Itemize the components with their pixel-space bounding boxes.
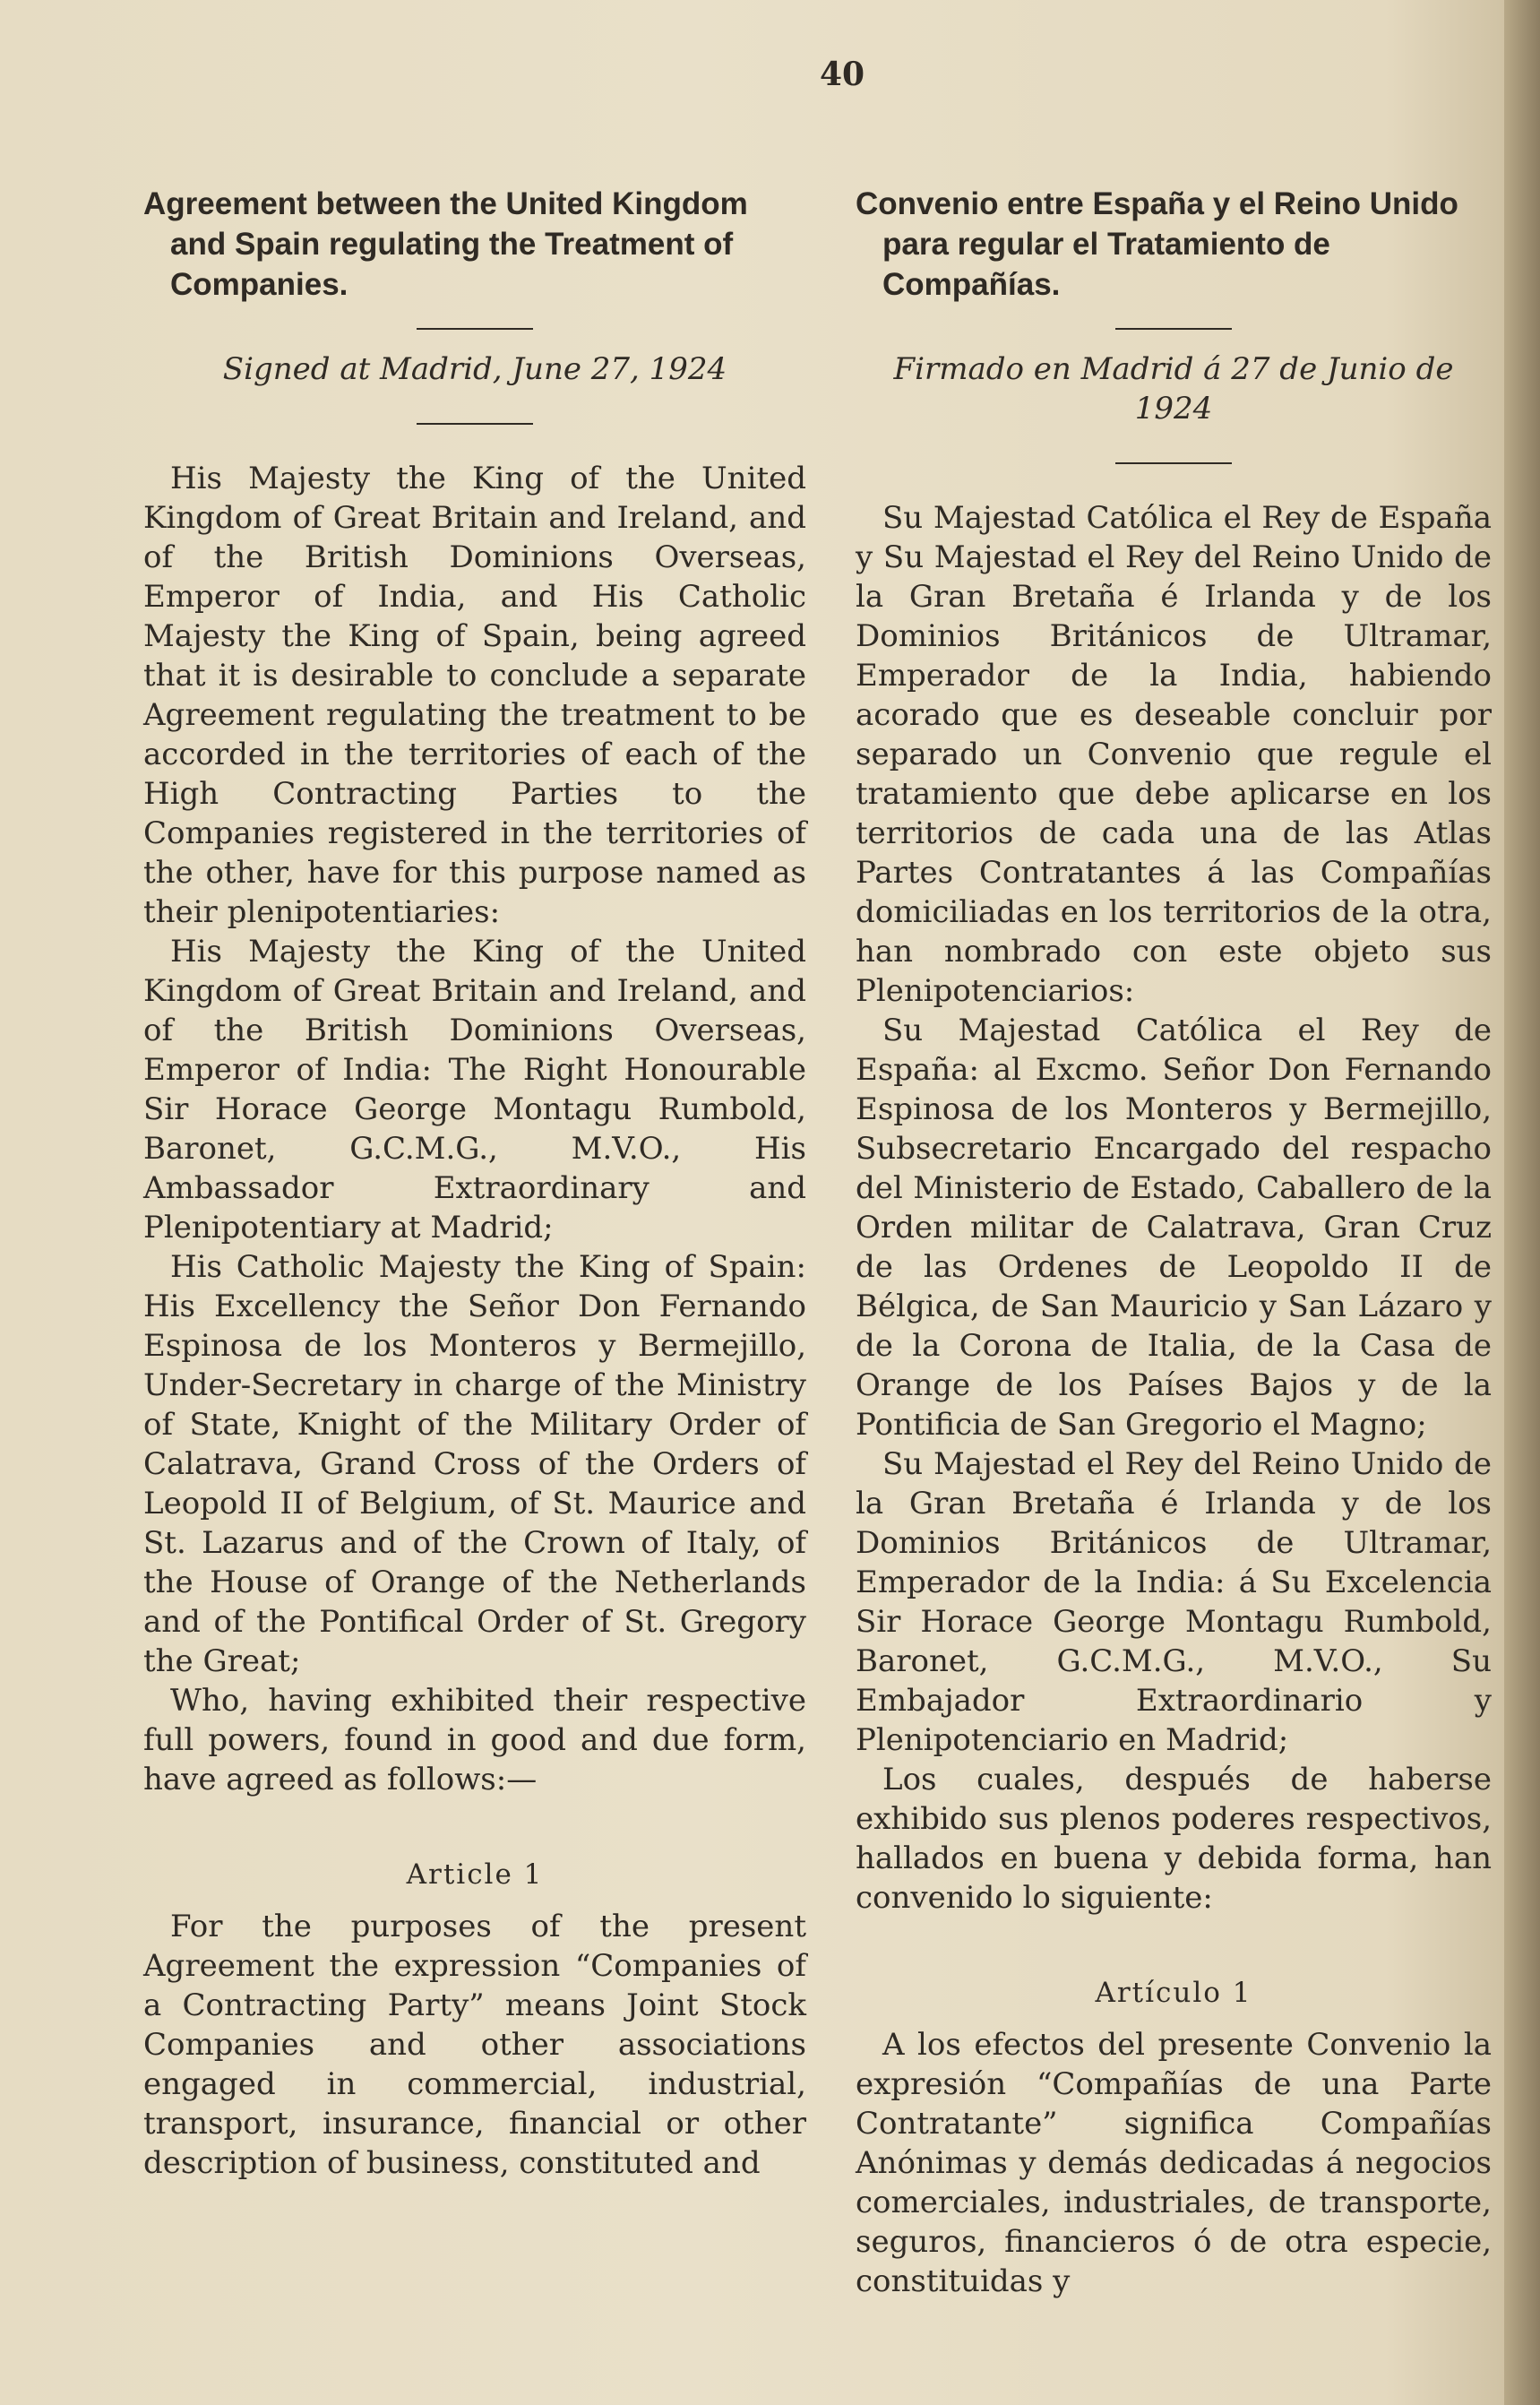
english-signed-line: Signed at Madrid, June 27, 1924 bbox=[222, 351, 727, 387]
spanish-column bbox=[856, 184, 1492, 2301]
title-rule bbox=[417, 328, 533, 330]
english-plenipotentiary-es: His Catholic Majesty the King of Spain: His Excellency the Señor Don Fernando Espinosa de los Monteros y Bermejillo, Under-Secretary in charge of the Ministry of State, Knight of the Military Order of Calatrava, Grand Cross of the Orders of Leopold II of Belgium, of St. Maurice and St. Lazarus and of the Crown of Italy, of the House of Orange of the Netherlands and of the Pontifical Order of St. Gregory the Great; bbox=[143, 1249, 806, 1679]
spacer bbox=[856, 464, 1492, 498]
spanish-plenipotentiary-uk: Su Majestad el Rey del Reino Unido de la Gran Bretaña é Irlanda y de los Dominios Británicos de Ultramar, Emperador de la India: á Su Excelencia Sir Horace George Montagu Rumbold, Baronet, G.C.M.G., M.V.O., Su Embajador Extraordinario y Plenipotenciario en Madrid; bbox=[856, 1446, 1492, 1758]
english-plenipotentiary-uk: His Majesty the King of the United Kingdom of Great Britain and Ireland, and of the British Dominions Overseas, Emperor of India: The Right Honourable Sir Horace George Montagu Rumbold, Baronet, G.C.M.G., M.V.O., His Ambassador Extraordinary and Plenipotentiary at Madrid; bbox=[143, 934, 806, 1246]
page-number: 40 bbox=[819, 56, 865, 93]
spanish-article-heading: Artículo 1 bbox=[1095, 1977, 1252, 2009]
english-article-text: For the purposes of the present Agreement the expression “Companies of a Contracting Party” means Joint Stock Companies and other associations engaged in commercial, industrial, transport, insurance, financial or other description of business, constituted and bbox=[143, 1909, 806, 2181]
spanish-signed-line: Firmado en Madrid á 27 de Junio de 1924 bbox=[893, 351, 1454, 427]
spanish-plenipotentiary-es: Su Majestad Católica el Rey de España: al Excmo. Señor Don Fernando Espinosa de los Monteros y Bermejillo, Subsecretario Encargado del respacho del Ministerio de Estado, Caballero de la Orden militar de Calatrava, Gran Cruz de las Ordenes de Leopoldo II de Bélgica, de San Mauricio y San Lázaro y de la Corona de Italia, de la Casa de Orange de los Países Bajos y de la Pontificia de San Gregorio el Magno; bbox=[856, 1013, 1492, 1443]
spanish-closing: Los cuales, después de haberse exhibido sus plenos poderes respectivos, hallados en buena y debida forma, han convenido lo siguiente: bbox=[856, 1762, 1492, 1916]
english-closing: Who, having exhibited their respective full powers, found in good and due form, have agreed as follows:— bbox=[143, 1683, 806, 1797]
english-title: Agreement between the United Kingdom and Spain regulating the Treatment of Companies. bbox=[143, 186, 748, 302]
english-article-heading: Article 1 bbox=[406, 1858, 544, 1891]
english-preamble: His Majesty the King of the United Kingdom of Great Britain and Ireland, and of the British Dominions Overseas, Emperor of India, and His Catholic Majesty the King of Spain, being agreed that it is desirable to conclude a separate Agreement regulating the treatment to be accorded in the territories of each of the High Contracting Parties to the Companies registered in the territories of the other, have for this purpose named as their plenipotentiaries: bbox=[143, 461, 806, 930]
spacer bbox=[143, 425, 806, 459]
spanish-article-text: A los efectos del presente Convenio la expresión “Compañías de una Parte Contratante” significa Compañías Anónimas y demás dedicadas á negocios comerciales, industriales, de transporte, seguros, financieros ó de otra especie, constituidas y bbox=[856, 2027, 1492, 2299]
english-column bbox=[143, 184, 806, 2183]
title-rule bbox=[1115, 328, 1232, 330]
spanish-title: Convenio entre España y el Reino Unido para regular el Tratamiento de Compañías. bbox=[856, 186, 1458, 302]
binding-edge bbox=[1504, 0, 1540, 2405]
spanish-preamble: Su Majestad Católica el Rey de España y Su Majestad el Rey del Reino Unido de la Gran Bretaña é Irlanda y de los Dominios Británicos de Ultramar, Emperador de la India, habiendo acorado que es deseable concluir por separado un Convenio que regule el tratamiento que debe aplicarse en los territorios de cada una de las Atlas Partes Contratantes á las Compañías domiciliadas en los territorios de la otra, han nombrado con este objeto sus Plenipotenciarios: bbox=[856, 500, 1492, 1009]
